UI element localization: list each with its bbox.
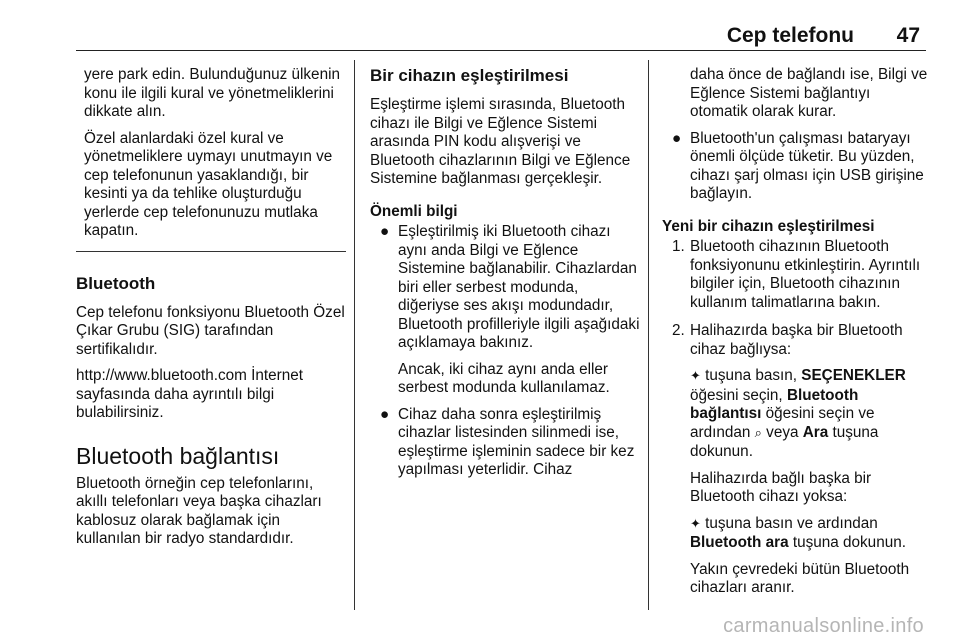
step-2-paragraph-3: Halihazırda bağlı başka bir Bluetooth cihazı yoksa:	[690, 469, 872, 505]
bluetooth-heading: Bluetooth	[76, 273, 156, 293]
page-number: 47	[896, 24, 920, 47]
bullet-2-paragraph-1: Cihaz daha sonra eşleştirilmiş cihazlar listesinden silinmedi ise, eşleştirme işleminin sadece bir kez yapılması yeterlidir. Cihaz	[398, 405, 635, 478]
column-divider-2	[648, 60, 649, 610]
bluetooth-paragraph-2: http://www.bluetooth.com İnternet sayfasında daha ayrıntılı bilgi bulabilirsiniz.	[76, 367, 304, 421]
options-label: SEÇENEKLER	[801, 367, 906, 384]
step-1-paragraph: Bluetooth cihazının Bluetooth fonksiyonunu etkinleştirin. Ayrıntılı bilgiler için, Bluetooth cihazının kullanım talimatlarına bakın.	[690, 238, 921, 311]
column-1	[76, 62, 346, 557]
bullet-2-continuation: daha önce de bağlandı ise, Bilgi ve Eğlence Sistemi bağlantıyı otomatik olarak kurar.	[690, 66, 928, 120]
bluetooth-connection-heading: Bluetooth bağlantısı	[76, 442, 280, 469]
bullet-dot: ●	[380, 223, 390, 240]
step-number: 1.	[672, 238, 685, 255]
bluetooth-connection-paragraph: Bluetooth örneğin cep telefonlarını, akıllı telefonları veya başka cihazları kablosuz olarak bağlamak için kullanılan bir radyo standardıdır.	[76, 474, 322, 547]
page-title: Cep telefonu	[726, 24, 854, 47]
warning-paragraph-2: Özel alanlardaki özel kural ve yönetmeliklere uymayı unutmayın ve cep telefonunun yasaklandığı, bir kesinti ya da tehlike oluşturduğu yerlerde cep telefonunuzu mutlaka kapatın.	[84, 129, 333, 239]
step-2-paragraph-4	[690, 515, 932, 553]
numbered-step-1	[662, 238, 932, 312]
search-label: Ara	[802, 423, 829, 441]
bullet-item	[370, 223, 640, 398]
pairing-heading: Bir cihazın eşleştirilmesi	[370, 66, 569, 85]
bullet-dot: ●	[672, 129, 682, 147]
header-divider	[76, 50, 926, 51]
column-2	[370, 62, 640, 488]
pairing-paragraph: Eşleştirme işlemi sırasında, Bluetooth cihazı ile Bilgi ve Eğlence Sistemi arasında PIN kodu alışverişi ve Bluetooth cihazlarının Bilgi ve Eğlence Sistemine bağlanması gerçekleşir.	[370, 96, 631, 187]
text-run: tuşuna dokunun.	[690, 423, 879, 460]
text-run: tuşuna basın ve ardından	[705, 514, 878, 532]
phone-icon: ✦	[690, 369, 701, 384]
phone-icon: ✦	[690, 516, 701, 532]
column-divider-1	[354, 60, 355, 610]
step-2-paragraph-5: Yakın çevredeki bütün Bluetooth cihazları aranır.	[690, 560, 910, 596]
bluetooth-paragraph-1: Cep telefonu fonksiyonu Bluetooth Özel Çıkar Grubu (SIG) tarafından sertifikalıdır.	[76, 303, 345, 358]
bullet-item	[370, 406, 640, 480]
bullet-1-paragraph-1: Eşleştirilmiş iki Bluetooth cihazı aynı anda Bilgi ve Eğlence Sistemine bağlanabilir. Cihazlardan biri eller serbest modunda, diğeriyse ses akışı modundadır, Bluetooth profilleriyle ilgili aşağıdaki açıklamaya bakınız.	[398, 223, 640, 351]
page-header	[76, 24, 924, 48]
text-run: öğesini seçin ve ardından	[690, 405, 875, 441]
watermark: carmanualsonline.info	[723, 615, 924, 637]
text-run: tuşuna basın,	[705, 367, 798, 384]
bullet-item	[662, 130, 932, 204]
bullet-1-paragraph-2: Ancak, iki cihaz aynı anda eller serbest modunda kullanılamaz.	[398, 360, 610, 396]
bullet-3-paragraph: Bluetooth'un çalışması bataryayı önemli ölçüde tüketir. Bu yüzden, cihazı şarj olması için USB girişine bağlayın.	[690, 129, 924, 202]
step-2-paragraph-1: Halihazırda başka bir Bluetooth cihaz bağlıysa:	[690, 322, 903, 358]
search-icon: ⌕	[754, 425, 762, 441]
bluetooth-search-label: Bluetooth ara	[690, 534, 789, 551]
bullet-dot: ●	[380, 405, 390, 423]
text-run: veya	[766, 423, 799, 441]
step-2-paragraph-2	[690, 367, 932, 462]
warning-box	[76, 62, 346, 252]
text-run: tuşuna dokunun.	[792, 534, 906, 551]
column-3	[662, 62, 932, 608]
new-device-pairing-heading: Yeni bir cihazın eşleştirilmesi	[662, 217, 875, 235]
bluetooth-connection-label: Bluetooth bağlantısı	[690, 386, 859, 422]
step-number: 2.	[672, 322, 685, 339]
text-run: öğesini seçin,	[690, 386, 783, 404]
warning-paragraph-1: yere park edin. Bulunduğunuz ülkenin konu ile ilgili kural ve yönetmeliklerini dikkate alın.	[84, 66, 340, 120]
important-info-heading: Önemli bilgi	[370, 202, 458, 220]
numbered-step-2	[662, 322, 932, 598]
